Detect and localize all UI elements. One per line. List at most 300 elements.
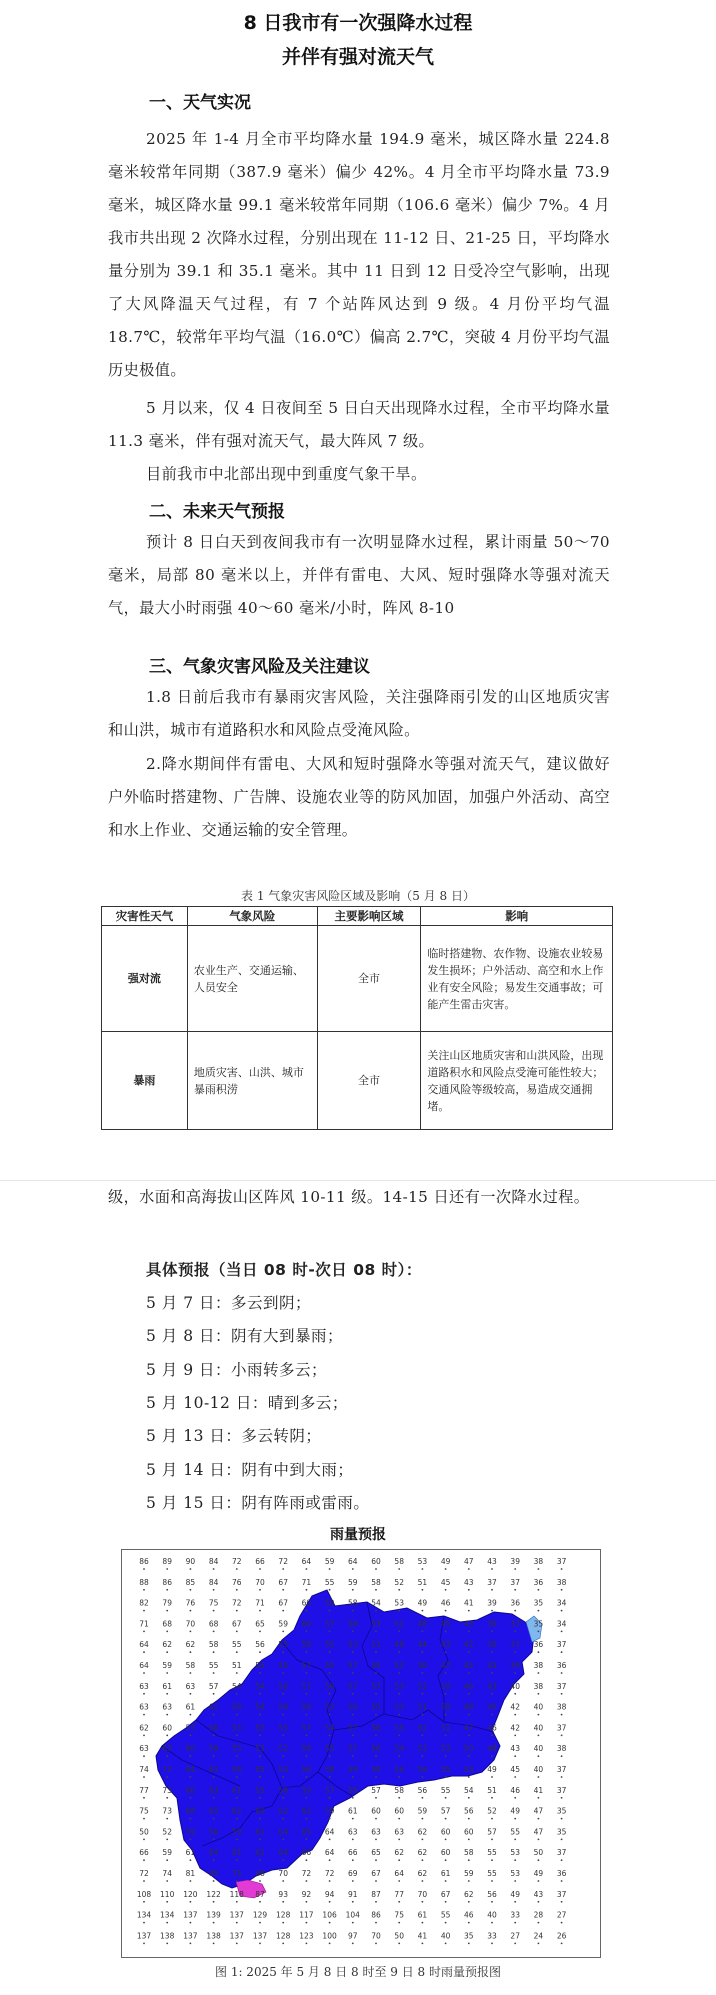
grid-value: 57 xyxy=(348,1744,358,1754)
grid-point xyxy=(213,1714,215,1716)
grid-value: 39 xyxy=(487,1619,497,1629)
grid-value: 100 xyxy=(322,1931,337,1941)
grid-value: 40 xyxy=(510,1681,520,1691)
grid-point xyxy=(445,1651,447,1653)
grid-point xyxy=(213,1672,215,1674)
forecast-item xyxy=(146,1324,343,1346)
grid-point xyxy=(190,1797,192,1799)
grid-point xyxy=(445,1755,447,1757)
grid-value: 62 xyxy=(255,1848,265,1858)
grid-point xyxy=(398,1714,400,1716)
grid-value: 68 xyxy=(208,1619,219,1629)
grid-point xyxy=(491,1589,493,1591)
grid-value: 27 xyxy=(510,1931,520,1941)
grid-point xyxy=(352,1776,354,1778)
grid-point xyxy=(166,1693,168,1695)
grid-value: 82 xyxy=(139,1598,149,1608)
grid-point xyxy=(375,1672,377,1674)
grid-value: 41 xyxy=(533,1785,544,1795)
grid-point xyxy=(282,1610,284,1612)
grid-point xyxy=(213,1839,215,1841)
grid-point xyxy=(514,1755,516,1757)
document-title-line1: 8 日我市有一次强降水过程 xyxy=(243,12,473,34)
grid-value: 35 xyxy=(533,1598,544,1608)
grid-value: 134 xyxy=(160,1910,175,1920)
grid-value: 55 xyxy=(232,1640,242,1650)
heavy-rain-region xyxy=(156,1590,534,1888)
grid-value: 56 xyxy=(324,1681,335,1691)
grid-point xyxy=(468,1610,470,1612)
grid-value: 90 xyxy=(185,1557,196,1566)
grid-point xyxy=(166,1776,168,1778)
grid-value: 46 xyxy=(510,1785,520,1795)
grid-point xyxy=(422,1797,424,1799)
grid-value: 128 xyxy=(276,1931,291,1941)
grid-point xyxy=(398,1589,400,1591)
grid-value: 47 xyxy=(440,1661,451,1670)
grid-point xyxy=(166,1735,168,1737)
grid-value: 52 xyxy=(394,1661,404,1670)
grid-value: 138 xyxy=(160,1931,175,1941)
grid-point xyxy=(259,1610,261,1612)
grid-value: 64 xyxy=(324,1848,335,1858)
section1-paragraph-3: 目前我市中北部出现中到重度气象干旱。 xyxy=(146,465,427,483)
grid-value: 62 xyxy=(417,1827,428,1837)
grid-point xyxy=(398,1672,400,1674)
table-cell-risk: 农业生产、交通运输、人员安全 xyxy=(187,926,317,1032)
grid-point xyxy=(491,1797,493,1799)
grid-point xyxy=(166,1922,168,1924)
section3-heading: 三、气象灾害风险及关注建议 xyxy=(149,657,370,677)
grid-value: 91 xyxy=(348,1889,358,1899)
grid-point xyxy=(329,1610,331,1612)
grid-value: 117 xyxy=(299,1910,314,1920)
grid-value: 57 xyxy=(487,1827,497,1837)
grid-value: 87 xyxy=(371,1889,381,1899)
grid-point xyxy=(375,1818,377,1820)
grid-point xyxy=(190,1568,192,1570)
grid-value: 56 xyxy=(371,1723,381,1733)
grid-point xyxy=(375,1651,377,1653)
grid-point xyxy=(561,1818,563,1820)
grid-point xyxy=(561,1859,563,1861)
grid-point xyxy=(352,1568,354,1570)
grid-value: 53 xyxy=(464,1765,474,1774)
grid-value: 59 xyxy=(417,1806,428,1816)
grid-point xyxy=(259,1672,261,1674)
grid-value: 43 xyxy=(487,1557,497,1566)
grid-value: 63 xyxy=(162,1744,172,1754)
grid-value: 60 xyxy=(162,1723,172,1733)
grid-point xyxy=(352,1735,354,1737)
grid-point xyxy=(561,1631,563,1633)
grid-value: 66 xyxy=(348,1848,358,1858)
continued-paragraph: 级，水面和高海拔山区阵风 10-11 级。14-15 日还有一次降水过程。 xyxy=(108,1188,590,1206)
grid-point xyxy=(422,1631,424,1633)
table-row xyxy=(102,926,613,1032)
grid-point xyxy=(538,1839,540,1841)
grid-value: 62 xyxy=(301,1806,312,1816)
grid-value: 72 xyxy=(162,1765,172,1774)
grid-point xyxy=(143,1610,145,1612)
grid-point xyxy=(259,1922,261,1924)
grid-point xyxy=(166,1651,168,1653)
grid-value: 50 xyxy=(417,1661,428,1670)
grid-point xyxy=(375,1568,377,1570)
grid-value: 76 xyxy=(185,1598,196,1608)
grid-point xyxy=(375,1714,377,1716)
grid-point xyxy=(561,1922,563,1924)
grid-point xyxy=(538,1818,540,1820)
grid-value: 51 xyxy=(371,1640,381,1650)
grid-point xyxy=(561,1714,563,1716)
grid-value: 40 xyxy=(533,1744,544,1754)
grid-point xyxy=(375,1901,377,1903)
grid-value: 57 xyxy=(324,1619,335,1629)
grid-point xyxy=(375,1943,377,1945)
grid-value: 71 xyxy=(301,1577,312,1587)
grid-point xyxy=(259,1651,261,1653)
grid-value: 60 xyxy=(301,1598,312,1608)
grid-value: 61 xyxy=(185,1848,196,1858)
grid-point xyxy=(306,1672,308,1674)
grid-value: 53 xyxy=(371,1619,381,1629)
grid-point xyxy=(190,1839,192,1841)
grid-value: 61 xyxy=(162,1681,172,1691)
grid-value: 37 xyxy=(510,1577,520,1587)
grid-point xyxy=(398,1755,400,1757)
grid-point xyxy=(190,1651,192,1653)
grid-point xyxy=(306,1568,308,1570)
grid-point xyxy=(166,1589,168,1591)
grid-value: 37 xyxy=(510,1619,520,1629)
grid-point xyxy=(398,1818,400,1820)
grid-point xyxy=(282,1672,284,1674)
grid-point xyxy=(538,1735,540,1737)
grid-point xyxy=(329,1672,331,1674)
grid-value: 45 xyxy=(487,1702,497,1712)
grid-point xyxy=(329,1859,331,1861)
grid-point xyxy=(190,1859,192,1861)
grid-value: 65 xyxy=(208,1806,219,1816)
grid-point xyxy=(143,1776,145,1778)
forecast-desc: 多云到阴； xyxy=(231,1294,312,1312)
grid-point xyxy=(329,1880,331,1882)
grid-value: 43 xyxy=(440,1640,451,1650)
grid-value: 43 xyxy=(533,1889,544,1899)
grid-value: 45 xyxy=(440,1619,451,1629)
grid-value: 63 xyxy=(348,1827,358,1837)
grid-value: 33 xyxy=(487,1931,497,1941)
grid-value: 54 xyxy=(255,1702,265,1712)
grid-value: 24 xyxy=(533,1931,544,1941)
grid-point xyxy=(329,1651,331,1653)
grid-point xyxy=(213,1776,215,1778)
grid-point xyxy=(236,1859,238,1861)
grid-point xyxy=(398,1943,400,1945)
grid-point xyxy=(422,1901,424,1903)
grid-value: 77 xyxy=(139,1785,149,1795)
grid-point xyxy=(306,1714,308,1716)
grid-value: 46 xyxy=(487,1723,497,1733)
grid-point xyxy=(561,1735,563,1737)
grid-point xyxy=(306,1839,308,1841)
grid-point xyxy=(468,1859,470,1861)
grid-value: 27 xyxy=(556,1910,567,1920)
grid-value: 59 xyxy=(278,1702,288,1712)
grid-point xyxy=(398,1797,400,1799)
grid-point xyxy=(468,1672,470,1674)
grid-value: 28 xyxy=(533,1910,544,1920)
grid-value: 60 xyxy=(371,1557,381,1566)
grid-value: 81 xyxy=(185,1869,196,1878)
grid-point xyxy=(375,1859,377,1861)
grid-point xyxy=(236,1839,238,1841)
grid-value: 53 xyxy=(417,1744,428,1754)
grid-point xyxy=(491,1943,493,1945)
grid-value: 34 xyxy=(556,1598,567,1608)
grid-point xyxy=(422,1922,424,1924)
grid-point xyxy=(282,1714,284,1716)
grid-value: 49 xyxy=(440,1557,451,1566)
grid-point xyxy=(143,1797,145,1799)
grid-point xyxy=(306,1610,308,1612)
grid-value: 72 xyxy=(324,1869,335,1878)
grid-point xyxy=(538,1880,540,1882)
grid-point xyxy=(190,1943,192,1945)
grid-point xyxy=(306,1943,308,1945)
grid-point xyxy=(166,1631,168,1633)
grid-point xyxy=(213,1880,215,1882)
grid-value: 53 xyxy=(510,1848,520,1858)
grid-point xyxy=(259,1839,261,1841)
grid-value: 59 xyxy=(278,1619,288,1629)
grid-point xyxy=(143,1693,145,1695)
grid-point xyxy=(514,1943,516,1945)
grid-point xyxy=(468,1818,470,1820)
rainfall-map-svg xyxy=(122,1550,600,1957)
grid-value: 64 xyxy=(139,1640,149,1650)
grid-point xyxy=(352,1589,354,1591)
grid-point xyxy=(445,1589,447,1591)
grid-value: 43 xyxy=(464,1577,474,1587)
forecast-desc: 阴有中到大雨； xyxy=(241,1461,354,1479)
grid-value: 57 xyxy=(440,1806,451,1816)
grid-point xyxy=(143,1735,145,1737)
forecast-desc: 晴到多云； xyxy=(267,1394,348,1412)
grid-point xyxy=(236,1714,238,1716)
table-caption: 表 1 气象灾害风险区域及影响（5 月 8 日） xyxy=(241,889,475,903)
section3-paragraph-1: 1.8 日前后我市有暴雨灾害风险，关注强降雨引发的山区地质灾害和山洪，城市有道路积水和风险点受淹风险。 xyxy=(108,688,610,739)
table-header: 灾害性天气 xyxy=(102,907,188,926)
grid-value: 58 xyxy=(278,1785,288,1795)
grid-value: 137 xyxy=(229,1931,244,1941)
grid-value: 55 xyxy=(440,1910,451,1920)
grid-value: 71 xyxy=(139,1619,149,1629)
grid-point xyxy=(143,1589,145,1591)
map-title: 雨量预报 xyxy=(330,1527,386,1543)
grid-point xyxy=(538,1901,540,1903)
grid-value: 49 xyxy=(417,1598,428,1608)
grid-point xyxy=(445,1922,447,1924)
grid-value: 45 xyxy=(440,1577,451,1587)
grid-value: 59 xyxy=(301,1785,312,1795)
grid-value: 55 xyxy=(278,1640,288,1650)
grid-point xyxy=(306,1693,308,1695)
grid-point xyxy=(514,1568,516,1570)
grid-value: 134 xyxy=(136,1910,152,1920)
grid-point xyxy=(468,1589,470,1591)
forecast-desc: 多云转阴； xyxy=(241,1427,322,1445)
grid-point xyxy=(236,1631,238,1633)
grid-point xyxy=(491,1568,493,1570)
grid-value: 57 xyxy=(371,1785,381,1795)
forecast-date: 5 月 8 日： xyxy=(146,1327,232,1345)
grid-point xyxy=(259,1818,261,1820)
grid-value: 60 xyxy=(464,1827,474,1837)
grid-point xyxy=(282,1901,284,1903)
grid-point xyxy=(329,1776,331,1778)
grid-point xyxy=(213,1651,215,1653)
grid-value: 58 xyxy=(208,1640,219,1650)
risk-table xyxy=(101,906,613,1130)
grid-point xyxy=(282,1839,284,1841)
grid-point xyxy=(329,1714,331,1716)
grid-point xyxy=(422,1839,424,1841)
section2-paragraph-1: 预计 8 日白天到夜间我市有一次明显降水过程，累计雨量 50～70 毫米，局部 80 毫米以上，并伴有雷电、大风、短时强降水等强对流天气，最大小时雨强 40～60 毫米/小时，阵风 8-10 xyxy=(108,533,610,617)
grid-value: 55 xyxy=(255,1723,265,1733)
grid-point xyxy=(491,1651,493,1653)
table-cell-type: 强对流 xyxy=(102,926,188,1032)
grid-point xyxy=(468,1714,470,1716)
grid-value: 97 xyxy=(348,1931,358,1941)
grid-point xyxy=(514,1922,516,1924)
grid-point xyxy=(445,1672,447,1674)
grid-value: 50 xyxy=(139,1827,149,1837)
grid-point xyxy=(306,1755,308,1757)
grid-value: 67 xyxy=(232,1619,242,1629)
grid-value: 58 xyxy=(348,1619,358,1629)
grid-point xyxy=(561,1797,563,1799)
grid-point xyxy=(468,1880,470,1882)
grid-value: 137 xyxy=(252,1931,268,1941)
grid-value: 62 xyxy=(417,1869,428,1878)
grid-point xyxy=(329,1901,331,1903)
grid-value: 128 xyxy=(276,1910,291,1920)
grid-value: 63 xyxy=(371,1827,381,1837)
grid-point xyxy=(561,1610,563,1612)
grid-point xyxy=(259,1714,261,1716)
grid-point xyxy=(213,1610,215,1612)
grid-value: 57 xyxy=(301,1681,312,1691)
grid-point xyxy=(491,1901,493,1903)
grid-point xyxy=(398,1651,400,1653)
grid-point xyxy=(329,1797,331,1799)
grid-point xyxy=(329,1755,331,1757)
section1-paragraph-2: 5 月以来，仅 4 日夜间至 5 日白天出现降水过程，全市平均降水量 11.3 毫米，伴有强对流天气，最大阵风 7 级。 xyxy=(108,399,610,450)
grid-point xyxy=(445,1714,447,1716)
grid-value: 57 xyxy=(208,1681,219,1691)
grid-value: 58 xyxy=(348,1785,358,1795)
grid-point xyxy=(491,1818,493,1820)
grid-point xyxy=(166,1839,168,1841)
grid-value: 55 xyxy=(324,1744,335,1754)
grid-value: 77 xyxy=(394,1889,404,1899)
grid-value: 86 xyxy=(162,1577,172,1587)
grid-value: 56 xyxy=(394,1765,404,1774)
section3-paragraph-2: 2.降水期间伴有雷电、大风和短时强降水等强对流天气，建议做好户外临时搭建物、广告牌、设施农业等的防风加固，加强户外活动、高空和水上作业、交通运输的安全管理。 xyxy=(108,755,610,839)
grid-value: 35 xyxy=(556,1806,567,1816)
grid-value: 56 xyxy=(417,1765,428,1774)
grid-point xyxy=(538,1922,540,1924)
grid-point xyxy=(190,1880,192,1882)
grid-point xyxy=(143,1943,145,1945)
grid-point xyxy=(282,1922,284,1924)
grid-value: 72 xyxy=(232,1598,242,1608)
grid-point xyxy=(259,1631,261,1633)
grid-value: 52 xyxy=(487,1806,497,1816)
grid-value: 88 xyxy=(139,1577,149,1587)
grid-point xyxy=(538,1943,540,1945)
grid-value: 36 xyxy=(556,1869,567,1878)
grid-point xyxy=(514,1859,516,1861)
grid-point xyxy=(491,1922,493,1924)
table-cell-impact: 临时搭建物、农作物、设施农业较易发生损坏；户外活动、高空和水上作业有安全风险；易发生交通事故；可能产生雷击灾害。 xyxy=(421,926,613,1032)
grid-value: 34 xyxy=(556,1619,567,1629)
grid-point xyxy=(468,1901,470,1903)
grid-value: 57 xyxy=(348,1681,358,1691)
grid-point xyxy=(375,1735,377,1737)
grid-value: 55 xyxy=(208,1661,219,1670)
grid-point xyxy=(213,1589,215,1591)
grid-value: 59 xyxy=(324,1557,335,1566)
grid-value: 120 xyxy=(183,1889,198,1899)
grid-value: 57 xyxy=(348,1661,358,1670)
grid-point xyxy=(259,1776,261,1778)
grid-point xyxy=(375,1839,377,1841)
grid-point xyxy=(375,1589,377,1591)
grid-value: 57 xyxy=(324,1785,335,1795)
grid-value: 53 xyxy=(394,1702,404,1712)
grid-point xyxy=(190,1735,192,1737)
forecast-item xyxy=(146,1424,321,1446)
grid-value: 73 xyxy=(162,1806,172,1816)
grid-point xyxy=(538,1672,540,1674)
grid-value: 84 xyxy=(208,1557,219,1566)
grid-point xyxy=(375,1797,377,1799)
grid-point xyxy=(213,1859,215,1861)
grid-point xyxy=(352,1818,354,1820)
grid-point xyxy=(491,1859,493,1861)
grid-value: 50 xyxy=(440,1702,451,1712)
grid-point xyxy=(468,1735,470,1737)
grid-point xyxy=(282,1818,284,1820)
grid-value: 69 xyxy=(348,1869,358,1878)
grid-value: 60 xyxy=(255,1806,265,1816)
grid-point xyxy=(166,1880,168,1882)
grid-value: 55 xyxy=(440,1785,451,1795)
grid-value: 65 xyxy=(371,1848,381,1858)
grid-value: 56 xyxy=(417,1785,428,1795)
grid-point xyxy=(236,1568,238,1570)
grid-point xyxy=(514,1901,516,1903)
grid-point xyxy=(143,1818,145,1820)
grid-value: 58 xyxy=(232,1702,242,1712)
grid-point xyxy=(422,1818,424,1820)
grid-value: 54 xyxy=(324,1723,335,1733)
grid-point xyxy=(375,1922,377,1924)
grid-point xyxy=(282,1589,284,1591)
